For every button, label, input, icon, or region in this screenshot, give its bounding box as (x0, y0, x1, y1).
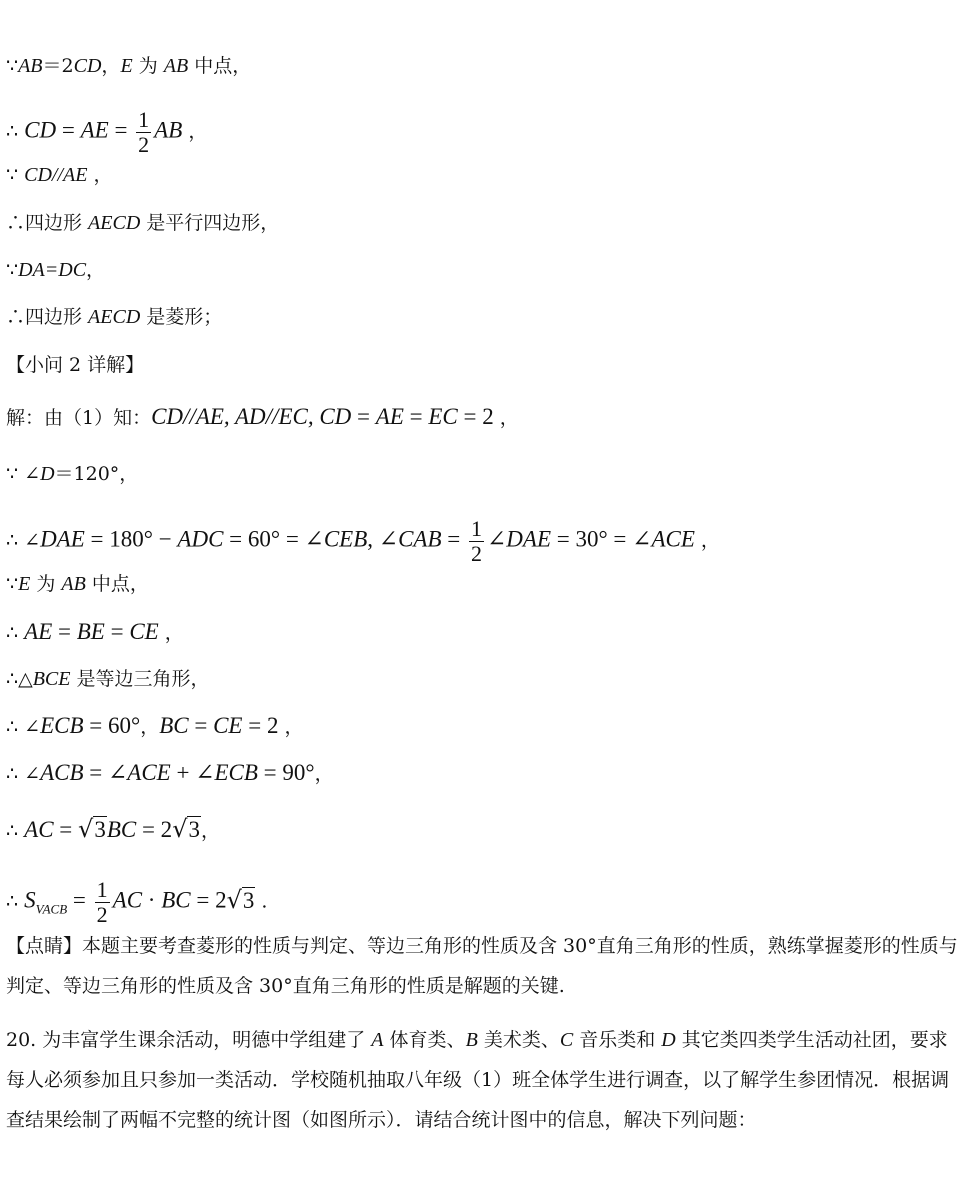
line-2: ∴ CD = AE = $\frac{1}{2}$ AB ， (6, 107, 208, 157)
line-10: ∴ ∠DAE = 180° − ADC = 60° = ∠CEB, ∠CAB = $\frac{1}{2}$ ∠DAE = 30° = ∠ACE ， (6, 516, 720, 566)
line-3: ∵ CD//AE ， (6, 164, 113, 186)
line-5: ∵DA=DC， (6, 259, 106, 281)
question-20-paragraph: 20. 为丰富学生课余活动，明德中学组建了 A 体育类、B 美术类、C 音乐类和 D 其它类四类学生活动社团，要求每人必须参加且只参加一类活动．学校随机抽取八年级（1）班全体学生进行调查，以了解学生参团情况．根据调查结果绘制了两幅不完整的统计图（如图所示）．请结合统计图中的信息，解决下列问题： (6, 1029, 950, 1131)
line-11: ∵E 为 AB 中点， (6, 573, 149, 595)
section-heading: 【小问 2 详解】 (6, 354, 145, 376)
line-9: ∵ ∠D＝120°， (6, 463, 139, 485)
sqrt-expression: √3 (226, 885, 255, 914)
line-17: ∴ $S_{VACB}$ = $\frac{1}{2}$ AC · BC = 2√3 . (6, 877, 268, 927)
line-4: ∴四边形 AECD 是平行四边形， (6, 212, 280, 234)
comment-paragraph: 【点睛】本题主要考查菱形的性质与判定、等边三角形的性质及含 30°直角三角形的性质，熟练掌握菱形的性质与判定、等边三角形的性质及含 30°直角三角形的性质是解题的关键. (6, 935, 958, 997)
fraction-half: $\frac{1}{2}$ (96, 877, 108, 927)
sqrt-expression: √3 (172, 815, 200, 843)
line-8: 解：由（1）知：CD//AE, AD//EC, CD = AE = EC = 2 ， (6, 404, 519, 429)
line-1: ∵AB＝2CD，E 为 AB 中点， (6, 55, 252, 77)
fraction-half: $\frac{1}{2}$ (471, 516, 483, 566)
line-15: ∴ ∠ACB = ∠ACE + ∠ECB = 90°， (6, 760, 334, 785)
line-13: ∴△BCE 是等边三角形， (6, 668, 210, 690)
line-16: ∴ AC = √3BC = 2√3， (6, 815, 220, 843)
line-14: ∴ ∠ECB = 60°，BC = CE = 2 ， (6, 713, 304, 738)
line-12: ∴ AE = BE = CE ， (6, 619, 184, 644)
sqrt-expression: √3 (78, 815, 106, 843)
fraction-half: $\frac{1}{2}$ (138, 107, 150, 157)
line-6: ∴四边形 AECD 是菱形； (6, 306, 223, 328)
